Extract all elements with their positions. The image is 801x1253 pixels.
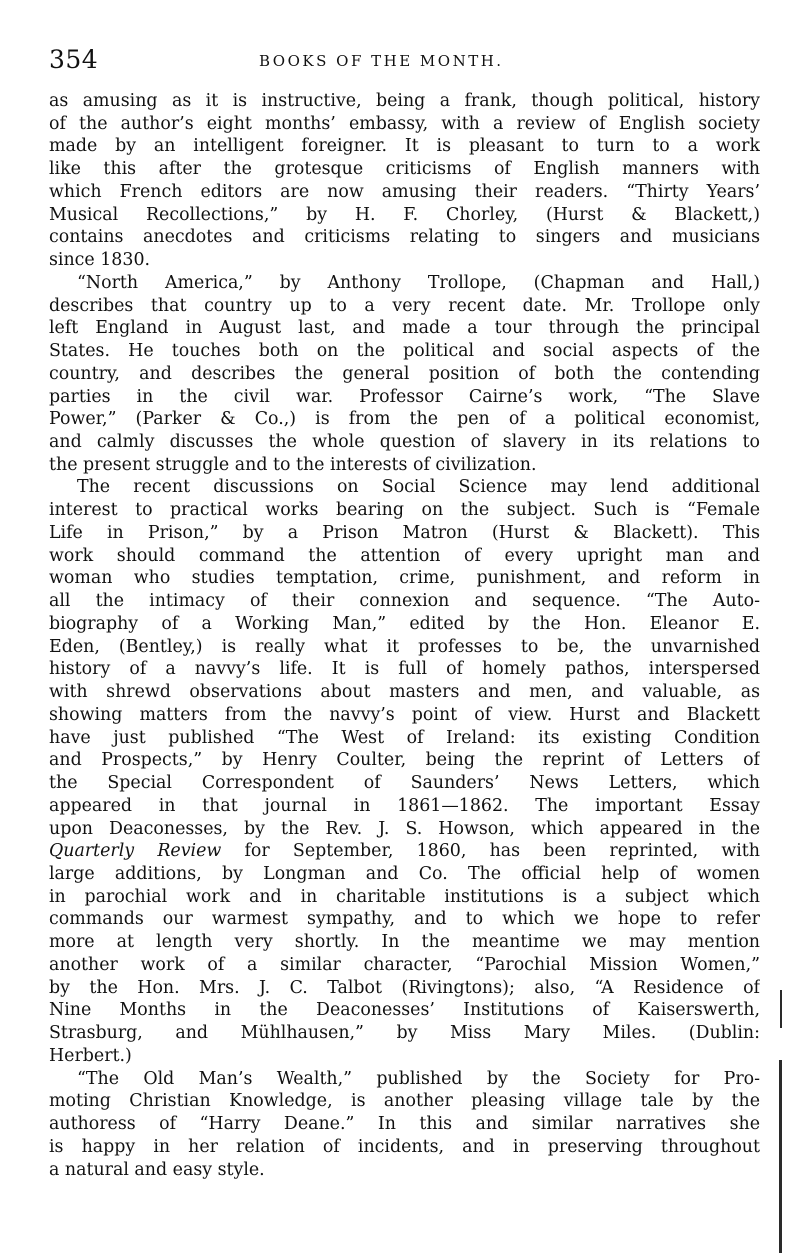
text-line: the Special Correspondent of Saunders’ News Letters, which bbox=[49, 773, 760, 794]
text-line: contains anecdotes and criticisms relating to singers and musicians bbox=[49, 227, 760, 248]
text-line: the present struggle and to the interests of civilization. bbox=[49, 454, 537, 475]
text-line: moting Christian Knowledge, is another pleasing village tale by the bbox=[49, 1091, 760, 1112]
text-line: work should command the attention of every upright man and bbox=[49, 545, 760, 566]
text-line: commands our warmest sympathy, and to which we hope to refer bbox=[49, 909, 760, 930]
text-line: history of a navvy’s life. It is full of homely pathos, interspersed bbox=[49, 659, 760, 680]
text-line: a natural and easy style. bbox=[49, 1159, 265, 1180]
italic-line-rest: for September, 1860, has been reprinted, with bbox=[221, 841, 760, 862]
text-line: woman who studies temptation, crime, punishment, and reform in bbox=[49, 568, 760, 589]
text-line: biography of a Working Man,” edited by the Hon. Eleanor E. bbox=[49, 613, 760, 634]
body-text bbox=[49, 90, 760, 1181]
text-line: country, and describes the general position of both the contending bbox=[49, 363, 760, 384]
text-line: Eden, (Bentley,) is really what it professes to be, the unvarnished bbox=[49, 636, 760, 657]
text-line: “North America,” by Anthony Trollope, (Chapman and Hall,) bbox=[77, 272, 760, 293]
text-line: parties in the civil war. Professor Cairne’s work, “The Slave bbox=[49, 386, 760, 407]
text-line: interest to practical works bearing on the subject. Such is “Female bbox=[49, 500, 760, 521]
text-line: have just published “The West of Ireland: its existing Condition bbox=[49, 727, 760, 748]
text-line: of the author’s eight months’ embassy, with a review of English society bbox=[49, 113, 760, 134]
text-line: States. He touches both on the political and social aspects of the bbox=[49, 341, 760, 362]
text-line: upon Deaconesses, by the Rev. J. S. Howson, which appeared in the bbox=[49, 818, 760, 839]
text-line: by the Hon. Mrs. J. C. Talbot (Rivingtons); also, “A Residence of bbox=[49, 977, 760, 998]
italic-title: Quarterly Review bbox=[49, 841, 222, 862]
text-line: left England in August last, and made a tour through the principal bbox=[49, 318, 760, 339]
text-line: appeared in that journal in 1861—1862. The important Essay bbox=[49, 795, 760, 816]
text-line: Nine Months in the Deaconesses’ Institutions of Kaiserswerth, bbox=[49, 1000, 760, 1021]
text-line: describes that country up to a very recent date. Mr. Trollope only bbox=[49, 295, 760, 316]
text-line: made by an intelligent foreigner. It is pleasant to turn to a work bbox=[49, 136, 760, 157]
text-line: Musical Recollections,” by H. F. Chorley, (Hurst & Blackett,) bbox=[49, 204, 760, 225]
text-line: is happy in her relation of incidents, and in preserving throughout bbox=[49, 1136, 760, 1157]
text-line: Strasburg, and Mühlhausen,” by Miss Mary Miles. (Dublin: bbox=[49, 1023, 760, 1044]
text-line: with shrewd observations about masters and men, and valuable, as bbox=[49, 682, 760, 703]
text-line-italic-start bbox=[49, 840, 760, 863]
text-line: in parochial work and in charitable institutions is a subject which bbox=[49, 886, 760, 907]
page-header bbox=[49, 44, 759, 76]
running-head: BOOKS OF THE MONTH. bbox=[259, 52, 504, 70]
text-line: showing matters from the navvy’s point of view. Hurst and Blackett bbox=[49, 704, 760, 725]
text-line: Herbert.) bbox=[49, 1045, 132, 1066]
text-line: since 1830. bbox=[49, 250, 151, 271]
text-line: “The Old Man’s Wealth,” published by the Society for Pro- bbox=[77, 1068, 760, 1089]
page-number: 354 bbox=[49, 45, 99, 74]
text-line: as amusing as it is instructive, being a frank, though political, history bbox=[49, 91, 760, 111]
text-line: authoress of “Harry Deane.” In this and similar narratives she bbox=[49, 1114, 760, 1135]
text-line: Power,” (Parker & Co.,) is from the pen of a political economist, bbox=[49, 409, 760, 430]
text-line: like this after the grotesque criticisms of English manners with bbox=[49, 159, 760, 180]
text-line: and Prospects,” by Henry Coulter, being the reprint of Letters of bbox=[49, 750, 760, 771]
text-line: another work of a similar character, “Parochial Mission Women,” bbox=[49, 954, 760, 975]
text-line: all the intimacy of their connexion and sequence. “The Auto- bbox=[49, 591, 760, 612]
text-line: more at length very shortly. In the meantime we may mention bbox=[49, 932, 760, 953]
text-line: which French editors are now amusing their readers. “Thirty Years’ bbox=[49, 181, 760, 202]
text-line: The recent discussions on Social Science may lend additional bbox=[77, 477, 760, 498]
text-line: and calmly discusses the whole question of slavery in its relations to bbox=[49, 432, 760, 453]
text-line: large additions, by Longman and Co. The official help of women bbox=[49, 863, 760, 884]
text-line: Life in Prison,” by a Prison Matron (Hurst & Blackett). This bbox=[49, 522, 760, 543]
page-edge-mark bbox=[780, 990, 782, 1028]
page-edge-rule bbox=[779, 1060, 782, 1253]
